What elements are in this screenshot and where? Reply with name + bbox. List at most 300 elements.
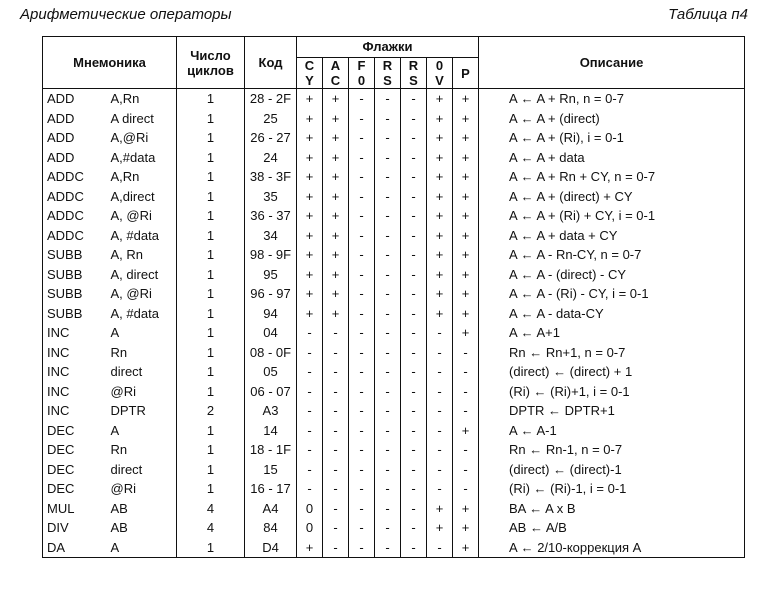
operand-cell: AB: [110, 500, 128, 516]
flag-cell: -: [401, 323, 427, 343]
flag-cell: +: [323, 284, 349, 304]
flag-cell: -: [349, 323, 375, 343]
flag-cell: +: [453, 421, 479, 441]
mnemonic-cell: INC: [43, 401, 109, 421]
code-cell: 15: [245, 460, 297, 480]
mnemonic-cell: ADD: [43, 148, 109, 168]
cycles-cell: 1: [177, 109, 245, 129]
description-cell: A ← A + (Ri) + CY, i = 0-1: [479, 206, 745, 226]
operand-cell: A, #data: [110, 305, 159, 321]
flag-cell: +: [453, 226, 479, 246]
flag-cell: +: [453, 109, 479, 129]
description-cell: A ← 2/10-коррекция A: [479, 538, 745, 558]
header-cycles-line1: Число: [190, 47, 231, 63]
flag-cell: -: [401, 109, 427, 129]
flag-cell: -: [349, 518, 375, 538]
flag-cell: -: [401, 421, 427, 441]
flag-cell: +: [305, 305, 314, 321]
description-cell: (direct) ← (direct)-1: [479, 460, 745, 480]
code-cell: 96 - 97: [245, 284, 297, 304]
flag-cell: +: [427, 167, 453, 187]
table-row: [43, 89, 745, 109]
description-cell: Rn ← Rn-1, n = 0-7: [479, 440, 745, 460]
flag-cell: -: [375, 401, 401, 421]
description-cell: DPTR ← DPTR+1: [479, 401, 745, 421]
header-code: Код: [245, 37, 297, 89]
operand-cell: direct: [110, 461, 143, 477]
description-cell: A ← A + Rn + CY, n = 0-7: [479, 167, 745, 187]
flag-cell: +: [453, 304, 479, 324]
flag-cell: -: [349, 382, 375, 402]
flag-cell: +: [453, 538, 479, 558]
flag-cell: +: [305, 110, 314, 126]
flag-cell: -: [323, 421, 349, 441]
description-cell: A ← A + Rn, n = 0-7: [479, 89, 745, 109]
flag-cell: -: [307, 442, 312, 457]
header-flag-char: C: [304, 58, 315, 73]
flag-cell: -: [349, 362, 375, 382]
mnemonic-cell: ADDC: [43, 206, 109, 226]
flag-cell: +: [427, 304, 453, 324]
operand-cell: A,@Ri: [110, 130, 149, 145]
code-cell: 28 - 2F: [245, 89, 297, 109]
flag-cell: -: [401, 440, 427, 460]
table-row: [43, 538, 745, 558]
flag-cell: -: [427, 323, 453, 343]
cycles-cell: 1: [177, 382, 245, 402]
code-cell: 16 - 17: [245, 479, 297, 499]
flag-cell: +: [427, 518, 453, 538]
flag-cell: -: [375, 245, 401, 265]
flag-cell: -: [401, 245, 427, 265]
flag-cell: +: [453, 499, 479, 519]
flag-cell: +: [305, 286, 314, 301]
flag-cell: -: [375, 343, 401, 363]
operand-cell: A, direct: [110, 266, 159, 282]
header-flag-0: [297, 58, 323, 89]
flag-cell: -: [307, 461, 312, 477]
flag-cell: -: [375, 518, 401, 538]
operand-cell: direct: [110, 364, 143, 379]
flag-cell: +: [453, 187, 479, 207]
flag-cell: -: [323, 460, 349, 480]
flag-cell: -: [375, 284, 401, 304]
cycles-cell: 1: [177, 265, 245, 285]
header-flag-char: 0: [435, 58, 444, 73]
flag-cell: +: [305, 169, 314, 184]
flag-cell: -: [349, 148, 375, 168]
flag-cell: -: [375, 460, 401, 480]
caption-table-number: Таблица п4: [668, 6, 748, 23]
table-row: [43, 226, 745, 246]
table-row: [43, 187, 745, 207]
code-cell: 06 - 07: [245, 382, 297, 402]
flag-cell: -: [349, 421, 375, 441]
description-cell: A ← A-1: [479, 421, 745, 441]
flag-cell: +: [323, 148, 349, 168]
flag-cell: -: [401, 167, 427, 187]
header-flag-char: S: [383, 73, 392, 88]
flag-cell: -: [401, 401, 427, 421]
code-cell: 34: [245, 226, 297, 246]
flag-cell: -: [401, 284, 427, 304]
description-cell: BA ← A x B: [479, 499, 745, 519]
cycles-cell: 1: [177, 538, 245, 558]
cycles-cell: 1: [177, 421, 245, 441]
flag-cell: +: [427, 226, 453, 246]
flag-cell: -: [349, 499, 375, 519]
table-row: [43, 245, 745, 265]
mnemonic-cell: INC: [43, 362, 109, 382]
flag-cell: -: [349, 128, 375, 148]
description-cell: (Ri) ← (Ri)+1, i = 0-1: [479, 382, 745, 402]
header-flag-4: [401, 58, 427, 89]
mnemonic-cell: INC: [43, 323, 109, 343]
arithmetic-operators-table: [42, 36, 745, 558]
flag-cell: +: [453, 206, 479, 226]
operand-cell: A,direct: [110, 188, 155, 204]
flag-cell: -: [323, 343, 349, 363]
flag-cell: -: [307, 344, 312, 360]
cycles-cell: 1: [177, 323, 245, 343]
table-row: [43, 362, 745, 382]
mnemonic-cell: MUL: [43, 499, 109, 519]
flag-cell: -: [349, 206, 375, 226]
operand-cell: AB: [110, 520, 128, 535]
flag-cell: +: [323, 187, 349, 207]
cycles-cell: 1: [177, 343, 245, 363]
flag-cell: -: [349, 440, 375, 460]
flag-cell: -: [401, 499, 427, 519]
header-flag-char: S: [409, 73, 418, 88]
operand-cell: DPTR: [110, 403, 146, 418]
operand-cell: A, #data: [110, 227, 159, 243]
cycles-cell: 1: [177, 362, 245, 382]
header-flag-3: [375, 58, 401, 89]
flag-cell: -: [375, 440, 401, 460]
operand-cell: A: [109, 538, 177, 558]
description-cell: (direct) ← (direct) + 1: [479, 362, 745, 382]
code-cell: D4: [245, 538, 297, 558]
table-row: [43, 421, 745, 441]
header-flag-char: Y: [305, 73, 314, 88]
flag-cell: -: [375, 226, 401, 246]
header-mnemonic: Мнемоника: [43, 37, 177, 89]
table-body: [43, 89, 745, 558]
table-row: [43, 323, 745, 343]
flag-cell: 0: [305, 520, 314, 535]
flag-cell: -: [323, 499, 349, 519]
flag-cell: -: [349, 284, 375, 304]
header-flag-1: [323, 58, 349, 89]
flag-cell: -: [427, 343, 453, 363]
header-flag-5: [427, 58, 453, 89]
flag-cell: -: [427, 538, 453, 558]
flag-cell: +: [427, 265, 453, 285]
flag-cell: -: [375, 187, 401, 207]
flag-cell: +: [305, 266, 314, 282]
mnemonic-cell: DEC: [43, 460, 109, 480]
flag-cell: -: [401, 206, 427, 226]
cycles-cell: 1: [177, 440, 245, 460]
header-flags: Флажки: [297, 37, 479, 58]
mnemonic-cell: SUBB: [43, 284, 109, 304]
code-cell: 14: [245, 421, 297, 441]
caption-title: Арифметические операторы: [20, 6, 232, 23]
mnemonic-cell: DEC: [43, 440, 109, 460]
flag-cell: +: [305, 227, 314, 243]
flag-cell: -: [401, 479, 427, 499]
code-cell: 25: [245, 109, 297, 129]
flag-cell: -: [375, 304, 401, 324]
mnemonic-cell: ADD: [43, 109, 109, 129]
flag-cell: -: [323, 440, 349, 460]
flag-cell: +: [453, 284, 479, 304]
description-cell: A ← A + data: [479, 148, 745, 168]
code-cell: 36 - 37: [245, 206, 297, 226]
cycles-cell: 2: [177, 401, 245, 421]
cycles-cell: 1: [177, 284, 245, 304]
header-description: Описание: [479, 37, 745, 89]
flag-cell: -: [349, 460, 375, 480]
code-cell: 84: [245, 518, 297, 538]
flag-cell: +: [427, 284, 453, 304]
code-cell: 94: [245, 304, 297, 324]
cycles-cell: 1: [177, 245, 245, 265]
code-cell: 95: [245, 265, 297, 285]
flag-cell: +: [323, 89, 349, 109]
header-flag-char: 0: [357, 73, 366, 88]
code-cell: A3: [245, 401, 297, 421]
description-cell: (Ri) ← (Ri)-1, i = 0-1: [479, 479, 745, 499]
flag-cell: -: [401, 187, 427, 207]
operand-cell: A: [110, 325, 120, 340]
header-flag-char: R: [382, 58, 393, 73]
flag-cell: -: [349, 343, 375, 363]
flag-cell: -: [349, 245, 375, 265]
description-cell: A ← A - data-CY: [479, 304, 745, 324]
flag-cell: -: [401, 382, 427, 402]
table-row: [43, 167, 745, 187]
table-row: [43, 401, 745, 421]
description-cell: A ← A + (Ri), i = 0-1: [479, 128, 745, 148]
flag-cell: -: [323, 518, 349, 538]
flag-cell: +: [453, 148, 479, 168]
flag-cell: -: [375, 538, 401, 558]
code-cell: 18 - 1F: [245, 440, 297, 460]
cycles-cell: 1: [177, 460, 245, 480]
flag-cell: -: [349, 187, 375, 207]
flag-cell: -: [307, 403, 312, 418]
mnemonic-cell: ADDC: [43, 226, 109, 246]
flag-cell: -: [427, 460, 453, 480]
code-cell: 08 - 0F: [245, 343, 297, 363]
code-cell: 24: [245, 148, 297, 168]
table-row: [43, 304, 745, 324]
description-cell: Rn ← Rn+1, n = 0-7: [479, 343, 745, 363]
flag-cell: +: [427, 89, 453, 109]
flag-cell: +: [305, 91, 314, 106]
cycles-cell: 1: [177, 226, 245, 246]
mnemonic-cell: ADDC: [43, 187, 109, 207]
flag-cell: -: [401, 226, 427, 246]
flag-cell: -: [427, 440, 453, 460]
flag-cell: +: [427, 187, 453, 207]
flag-cell: -: [307, 481, 312, 496]
header-cycles: [177, 37, 245, 89]
code-cell: 26 - 27: [245, 128, 297, 148]
flag-cell: -: [453, 362, 479, 382]
mnemonic-cell: DIV: [43, 518, 109, 538]
description-cell: A ← A - (Ri) - CY, i = 0-1: [479, 284, 745, 304]
cycles-cell: 1: [177, 304, 245, 324]
flag-cell: -: [323, 538, 349, 558]
flag-cell: -: [427, 382, 453, 402]
header-flag-6: [453, 58, 479, 89]
flag-cell: -: [375, 89, 401, 109]
flag-cell: +: [297, 538, 323, 558]
table-row: [43, 109, 745, 129]
flag-cell: +: [323, 245, 349, 265]
cycles-cell: 1: [177, 206, 245, 226]
flag-cell: -: [401, 460, 427, 480]
description-cell: A ← A + (direct) + CY: [479, 187, 745, 207]
flag-cell: -: [349, 265, 375, 285]
code-cell: 04: [245, 323, 297, 343]
flag-cell: +: [305, 149, 314, 165]
flag-cell: +: [453, 518, 479, 538]
mnemonic-cell: SUBB: [43, 265, 109, 285]
operand-cell: A direct: [110, 110, 154, 126]
flag-cell: -: [375, 109, 401, 129]
flag-cell: +: [453, 245, 479, 265]
table-row: [43, 284, 745, 304]
flag-cell: +: [453, 128, 479, 148]
cycles-cell: 4: [177, 518, 245, 538]
description-cell: A ← A + data + CY: [479, 226, 745, 246]
flag-cell: -: [323, 362, 349, 382]
operand-cell: A, Rn: [110, 247, 144, 262]
mnemonic-cell: DA: [43, 538, 109, 558]
flag-cell: -: [307, 325, 312, 340]
flag-cell: +: [427, 109, 453, 129]
flag-cell: -: [323, 382, 349, 402]
flag-cell: -: [375, 148, 401, 168]
cycles-cell: 1: [177, 148, 245, 168]
flag-cell: -: [427, 421, 453, 441]
flag-cell: -: [323, 479, 349, 499]
flag-cell: -: [453, 460, 479, 480]
description-cell: A ← A - (direct) - CY: [479, 265, 745, 285]
flag-cell: +: [427, 206, 453, 226]
flag-cell: +: [305, 188, 314, 204]
flag-cell: -: [349, 226, 375, 246]
cycles-cell: 1: [177, 479, 245, 499]
mnemonic-cell: ADD: [43, 89, 109, 109]
flag-cell: +: [453, 89, 479, 109]
flag-cell: -: [375, 128, 401, 148]
cycles-cell: 1: [177, 167, 245, 187]
code-cell: 98 - 9F: [245, 245, 297, 265]
operand-cell: A, @Ri: [110, 286, 152, 301]
operand-cell: Rn: [110, 344, 128, 360]
flag-cell: -: [375, 499, 401, 519]
flag-cell: -: [307, 422, 312, 438]
mnemonic-cell: INC: [43, 382, 109, 402]
header-flag-2: [349, 58, 375, 89]
mnemonic-cell: SUBB: [43, 304, 109, 324]
header-flag-char: F: [357, 58, 366, 73]
description-cell: AB ← A/B: [479, 518, 745, 538]
flag-cell: +: [323, 109, 349, 129]
cycles-cell: 1: [177, 89, 245, 109]
table-row: [43, 206, 745, 226]
flag-cell: -: [401, 128, 427, 148]
mnemonic-cell: ADDC: [43, 167, 109, 187]
flag-cell: -: [401, 265, 427, 285]
flag-cell: -: [401, 362, 427, 382]
flag-cell: -: [375, 167, 401, 187]
flag-cell: +: [323, 265, 349, 285]
flag-cell: -: [401, 304, 427, 324]
description-cell: A ← A+1: [479, 323, 745, 343]
operand-cell: A, @Ri: [110, 208, 152, 223]
flag-cell: -: [453, 343, 479, 363]
operand-cell: Rn: [110, 442, 128, 457]
table-row: [43, 460, 745, 480]
mnemonic-cell: INC: [43, 343, 109, 363]
table-row: [43, 499, 745, 519]
table-row: [43, 128, 745, 148]
flag-cell: -: [453, 382, 479, 402]
flag-cell: -: [323, 401, 349, 421]
flag-cell: -: [349, 304, 375, 324]
flag-cell: -: [375, 323, 401, 343]
code-cell: 35: [245, 187, 297, 207]
flag-cell: -: [349, 109, 375, 129]
flag-cell: -: [323, 323, 349, 343]
code-cell: 05: [245, 362, 297, 382]
flag-cell: +: [323, 304, 349, 324]
flag-cell: +: [305, 208, 314, 223]
flag-cell: -: [375, 382, 401, 402]
mnemonic-cell: DEC: [43, 479, 109, 499]
flag-cell: +: [427, 245, 453, 265]
flag-cell: +: [305, 130, 314, 145]
flag-cell: -: [349, 538, 375, 558]
flag-cell: -: [401, 89, 427, 109]
table-row: [43, 148, 745, 168]
operand-cell: A: [110, 422, 120, 438]
flag-cell: -: [401, 148, 427, 168]
header-flag-char: C: [330, 73, 341, 88]
code-cell: 38 - 3F: [245, 167, 297, 187]
flag-cell: +: [323, 226, 349, 246]
flag-cell: -: [375, 479, 401, 499]
flag-cell: -: [453, 440, 479, 460]
cycles-cell: 1: [177, 187, 245, 207]
operand-cell: @Ri: [110, 383, 136, 399]
header-flag-char: V: [435, 73, 444, 88]
cycles-cell: 1: [177, 128, 245, 148]
flag-cell: -: [401, 343, 427, 363]
flag-cell: -: [349, 401, 375, 421]
flag-cell: +: [453, 323, 479, 343]
operand-cell: A,Rn: [110, 169, 140, 184]
flag-cell: -: [349, 89, 375, 109]
flag-cell: 0: [305, 500, 314, 516]
flag-cell: -: [375, 265, 401, 285]
